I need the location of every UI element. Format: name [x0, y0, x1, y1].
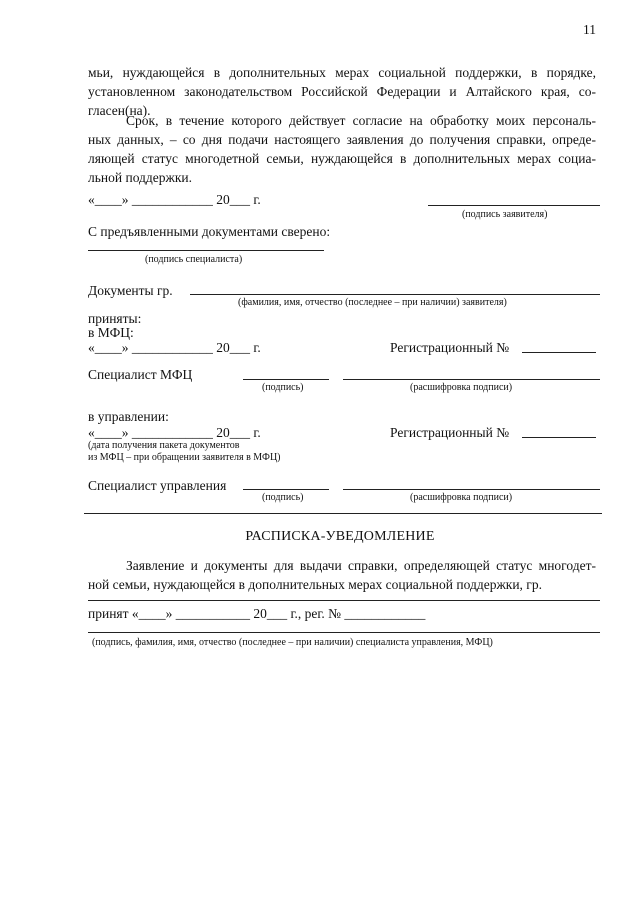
mfc-decode-line[interactable]	[343, 379, 600, 380]
dept-date-note-line2: из МФЦ – при обращении заявителя в МФЦ)	[88, 452, 281, 463]
receipt-paragraph	[88, 556, 596, 594]
dept-label: в управлении:	[88, 409, 169, 424]
mfc-registration-label: Регистрационный №	[390, 340, 510, 355]
specialist-signature-line[interactable]	[88, 250, 324, 251]
dept-specialist-label: Специалист управления	[88, 478, 227, 493]
accepted-label: приняты:	[88, 311, 142, 326]
section-separator	[84, 513, 602, 514]
dept-date-field[interactable]: «____» ____________ 20___ г.	[88, 425, 261, 440]
consent-term-paragraph	[88, 111, 596, 187]
para2-line2: ных данных, – со дня подачи настоящего заявления до получения справки, опреде-	[88, 132, 596, 147]
para2-line4: льной поддержки.	[88, 170, 193, 185]
receipt-signature-line[interactable]	[88, 632, 600, 633]
dept-registration-label: Регистрационный №	[390, 425, 510, 440]
applicant-date-field[interactable]: «____» ____________ 20___ г.	[88, 192, 261, 207]
para2-line1: Срок, в течение которого действует согласие на обработку моих персональ-	[126, 113, 596, 128]
receipt-signature-caption: (подпись, фамилия, имя, отчество (последнее – при наличии) специалиста управления, МФЦ)	[92, 637, 493, 648]
dept-signature-line[interactable]	[243, 489, 329, 490]
documents-label: Документы гр.	[88, 283, 173, 298]
receipt-line1: Заявление и документы для выдачи справки, определяющей статус многодет-	[126, 558, 596, 573]
mfc-signature-line[interactable]	[243, 379, 329, 380]
dept-registration-field[interactable]	[522, 437, 596, 438]
page-number: 11	[583, 22, 596, 37]
dept-signature-caption: (подпись)	[262, 492, 304, 503]
applicant-name-caption: (фамилия, имя, отчество (последнее – при наличии) заявителя)	[238, 297, 507, 308]
receipt-title: РАСПИСКА-УВЕДОМЛЕНИЕ	[245, 529, 435, 544]
specialist-signature-caption: (подпись специалиста)	[145, 254, 243, 265]
applicant-signature-line[interactable]	[428, 205, 600, 206]
dept-date-note-line1: (дата получения пакета документов	[88, 440, 240, 451]
mfc-registration-field[interactable]	[522, 352, 596, 353]
para1-line3: гласен(на).	[88, 103, 151, 118]
receipt-line2: ной семьи, нуждающейся в дополнительных мерах социальной поддержки, гр.	[88, 577, 542, 592]
para1-line1: мьи, нуждающейся в дополнительных мерах социальной поддержки, в порядке,	[88, 65, 596, 80]
mfc-label: в МФЦ:	[88, 325, 134, 340]
receipt-accepted-row[interactable]: принят «____» ___________ 20___ г., рег. № ____________	[88, 606, 426, 621]
receipt-name-line[interactable]	[88, 600, 600, 601]
mfc-specialist-label: Специалист МФЦ	[88, 367, 193, 382]
para1-line2: установленном законодательством Российской Федерации и Алтайского края, со-	[88, 84, 596, 99]
mfc-date-field[interactable]: «____» ____________ 20___ г.	[88, 340, 261, 355]
verified-label: С предъявленными документами сверено:	[88, 224, 331, 239]
para2-line3: ляющей статус многодетной семьи, нуждающейся в дополнительных мерах социа-	[88, 151, 596, 166]
dept-decode-line[interactable]	[343, 489, 600, 490]
applicant-name-line[interactable]	[190, 294, 600, 295]
applicant-signature-caption: (подпись заявителя)	[462, 209, 548, 220]
mfc-decode-caption: (расшифровка подписи)	[410, 382, 513, 393]
mfc-signature-caption: (подпись)	[262, 382, 304, 393]
dept-decode-caption: (расшифровка подписи)	[410, 492, 513, 503]
